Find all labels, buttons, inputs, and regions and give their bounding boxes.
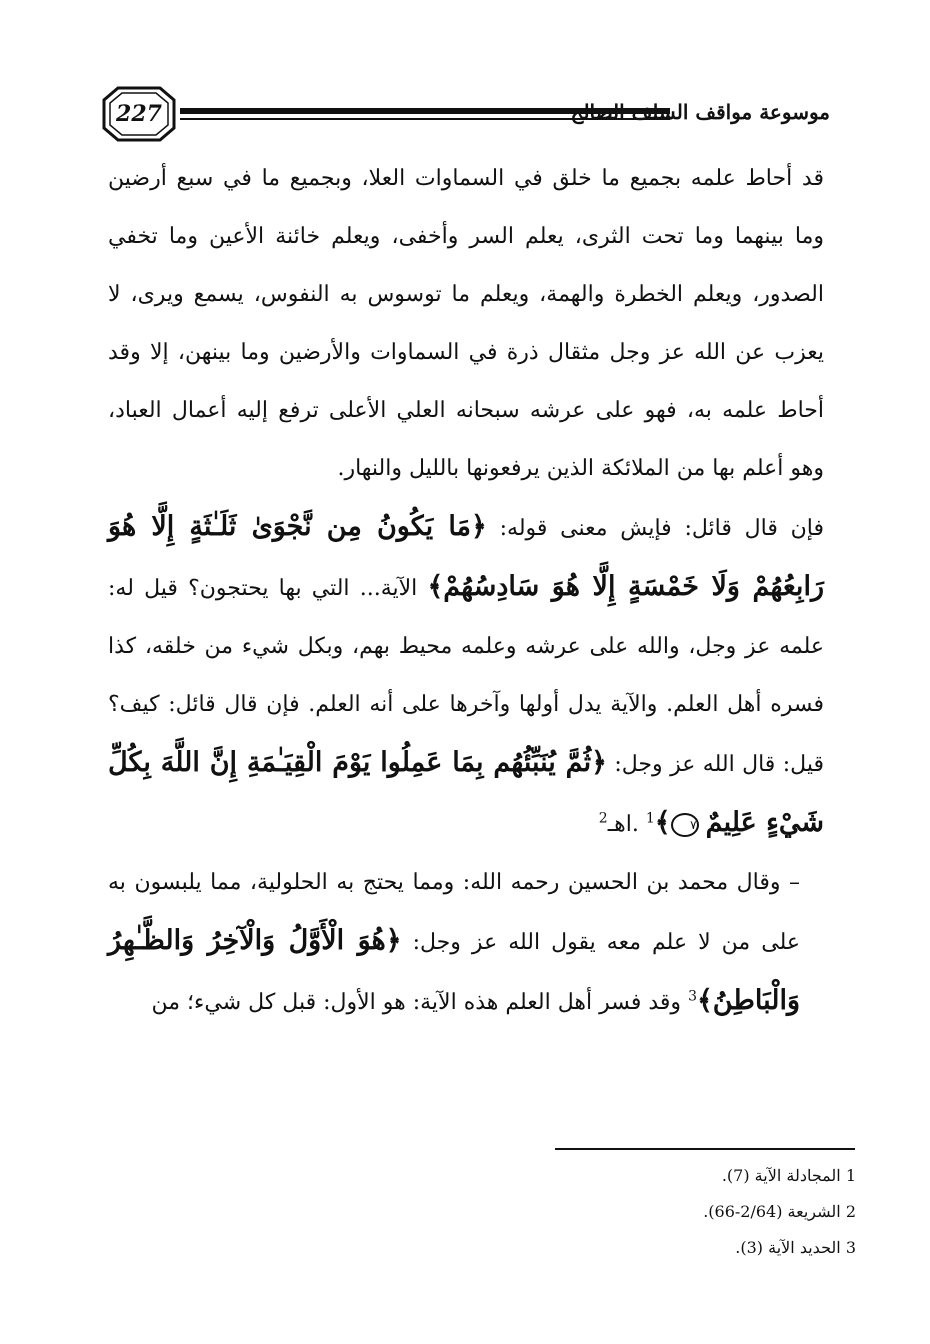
page-header [100,84,830,144]
footnote-3 [500,1230,856,1266]
quran-verse-mujadila-end: ﴿ثُمَّ يُنَبِّئُهُم بِمَا عَمِلُوا يَوْمَ الْقِيَـٰمَةِ إِنَّ اللَّهَ بِكُلِّ شَيْءٍ عَلِيمٌ [108,747,824,838]
paragraph-1: قد أحاط علمه بجميع ما خلق في السماوات العلا، وبجميع ما في سبع أرضين وما بينهما وما تحت الثرى، يعلم السر وأخفى، ويعلم خائنة الأعين وما تخفي الصدور، ويعلم الخطرة والهمة، ويعلم ما توسوس به النفوس، يسمع ويرى، لا يعزب عن الله عز وجل مثقال ذرة في السماوات والأرضين وما بينهن، إلا وقد أحاط علمه به، فهو على عرشه سبحانه العلي الأعلى ترفع إليه أعمال العباد، وهو أعلم بها من الملائكة الذين يرفعونها بالليل والنهار. [108,166,824,481]
footnote-ref-2[interactable]: 2 [598,810,608,827]
series-title: موسوعة مواقف السلف الصالح [570,100,830,124]
page-number: 227 [116,101,162,127]
quran-verse-mujadila: ﴿مَا يَكُونُ مِن نَّجْوَىٰ ثَلَـٰثَةٍ إِلَّا هُوَ رَابِعُهُمْ وَلَا خَمْسَةٍ إِلَّا هُوَ سَادِسُهُمْ﴾ [108,511,824,602]
footnote-divider [555,1148,855,1150]
footnote-text: الشريعة (2/64-66). [703,1202,841,1221]
quran-bracket-close: ﴾ [654,807,671,838]
footnotes [500,1158,856,1266]
paragraph-2-text: الآية... التي بها يحتجون؟ قيل له: علمه عز وجل، والله على عرشه وعلمه محيط بهم، وبكل شيء من خلقه، كذا فسره أهل العلم. والآية يدل أولها وآخرها على أنه العلم. فإن قال قائل: كيف؟ قيل: قال الله عز وجل: [108,576,824,777]
footnote-ref-1[interactable]: 1 [645,810,655,827]
footnote-number: 1 [845,1166,856,1185]
footnote-text: الحديد الآية (3). [735,1238,841,1257]
footnote-text: المجادلة الآية (7). [721,1166,841,1185]
quote-end-mark: .اهـ [607,812,639,837]
ayah-number-marker: ٧ [671,813,699,837]
paragraph-3-intro: – وقال محمد بن الحسين رحمه الله: ومما يحتج به الحلولية، مما يلبسون به على من لا علم معه يقول الله عز وجل: [108,870,800,955]
footnote-number: 2 [845,1202,856,1221]
quran-verse-hadid: ﴿هُوَ الْأَوَّلُ وَالْآخِرُ وَالظَّـٰهِرُ وَالْبَاطِنُ﴾ [108,925,800,1016]
footnote-ref-3[interactable]: 3 [688,988,697,1005]
paragraph-3-text: وقد فسر أهل العلم هذه الآية: هو الأول: قبل كل شيء؛ من [151,990,682,1015]
footnote-1 [500,1158,856,1194]
body-text [108,150,824,1032]
footnote-2 [500,1194,856,1230]
page-number-badge [100,84,178,144]
paragraph-3 [108,854,824,1032]
paragraph-2 [108,498,824,854]
paragraph-2-intro: فإن قال قائل: فإيش معنى قوله: [499,516,824,541]
footnote-number: 3 [845,1238,856,1257]
